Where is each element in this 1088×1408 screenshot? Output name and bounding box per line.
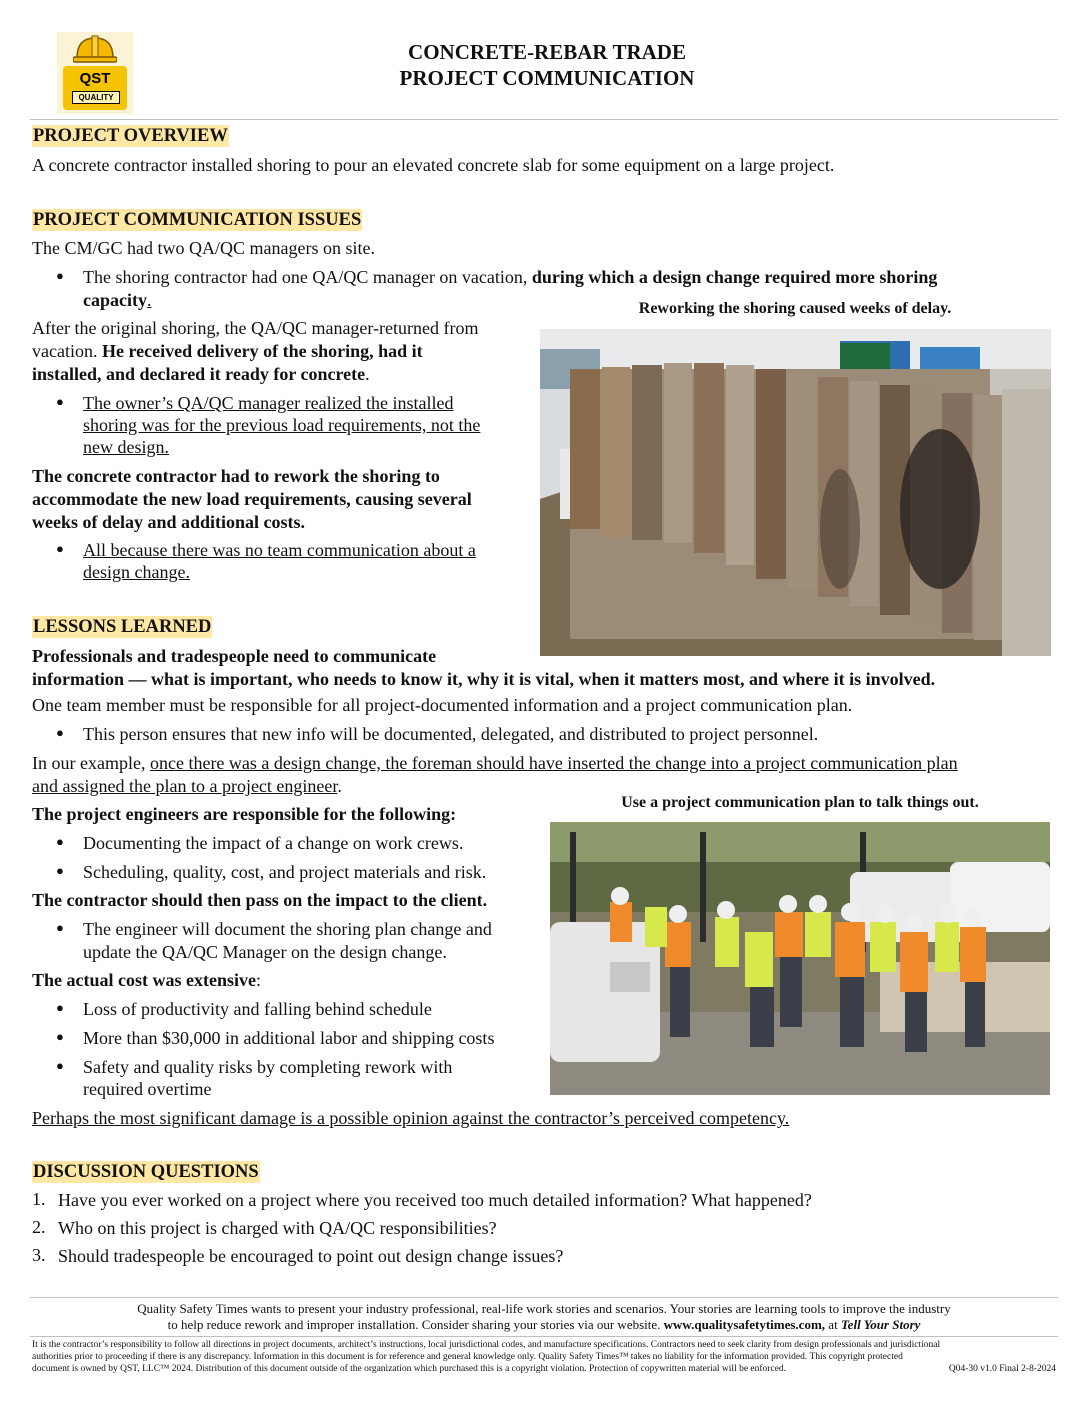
engineers-b1-text: Documenting the impact of a change on work crews. bbox=[83, 833, 464, 853]
bullet-dot: ● bbox=[56, 920, 64, 935]
issues-p2-l2-text: vacation. bbox=[32, 341, 102, 361]
hard-hat-icon bbox=[73, 34, 117, 64]
bullet-dot: ● bbox=[56, 1000, 64, 1015]
cost-bullet-3 bbox=[0, 1056, 540, 1102]
engineers-bullet-1 bbox=[0, 832, 540, 856]
bullet-dot: ● bbox=[56, 541, 64, 556]
issues-p2-line1: After the original shoring, the QA/QC manager-returned from bbox=[32, 318, 479, 338]
bullet-dot: ● bbox=[56, 834, 64, 849]
cost-heading-colon: : bbox=[255, 970, 261, 990]
qst-logo bbox=[57, 32, 133, 114]
shoring-photo-graphic bbox=[540, 329, 1051, 656]
bullet-dot: ● bbox=[56, 863, 64, 878]
damage-statement: Perhaps the most significant damage is a possible opinion against the contractor’s perceived competency. bbox=[32, 1108, 790, 1128]
crew-photo bbox=[550, 822, 1050, 1095]
document-id: Q04-30 v1.0 Final 2-8-2024 bbox=[948, 1364, 1056, 1374]
question-3 bbox=[0, 1245, 1088, 1269]
section-heading-lessons: LESSONS LEARNED bbox=[33, 617, 212, 637]
lessons-b1-text: This person ensures that new info will be documented, delegated, and distributed to project personnel. bbox=[83, 724, 819, 744]
contractor-heading: The contractor should then pass on the impact to the client. bbox=[32, 890, 488, 910]
question-number: 1. bbox=[32, 1189, 46, 1209]
issues-b2-line1: The owner’s QA/QC manager realized the installed bbox=[83, 393, 454, 413]
cost-b3-line1: Safety and quality risks by completing rework with bbox=[83, 1057, 453, 1077]
section-heading-overview: PROJECT OVERVIEW bbox=[33, 126, 228, 146]
issues-b2-line2: shoring was for the previous load requirements, not the bbox=[83, 415, 481, 435]
issues-b2-line3: new design. bbox=[83, 437, 169, 457]
footer-tell-your-story[interactable]: Tell Your Story bbox=[840, 1317, 921, 1332]
lessons-p1: One team member must be responsible for all project-documented information and a project communication plan. bbox=[32, 695, 853, 715]
issues-bullet-2 bbox=[0, 392, 530, 462]
issues-p2-l3-bold: installed, and declared it ready for concrete bbox=[32, 364, 366, 384]
lessons-example-line1 bbox=[32, 752, 958, 774]
shoring-photo-caption: Reworking the shoring caused weeks of delay. bbox=[638, 300, 952, 317]
page-title-line2: PROJECT COMMUNICATION bbox=[399, 66, 695, 90]
question-1 bbox=[0, 1189, 1088, 1213]
issues-b1-bold2: capacity bbox=[83, 290, 147, 310]
cost-bullet-2 bbox=[0, 1027, 540, 1051]
crew-photo-caption: Use a project communication plan to talk things out. bbox=[621, 794, 979, 811]
issues-p3-line3: weeks of delay and additional costs. bbox=[32, 512, 306, 532]
lessons-ex-end: . bbox=[337, 776, 342, 796]
cost-heading-bold: The actual cost was extensive bbox=[32, 970, 256, 990]
contractor-b1-line2: update the QA/QC Manager on the design change. bbox=[83, 942, 447, 962]
footer-line2 bbox=[30, 1317, 1058, 1333]
lessons-bold-line2: information — what is important, who needs to know it, why it is vital, when it matters most, and where it is involved. bbox=[32, 669, 936, 689]
issues-b1-end: . bbox=[146, 290, 152, 310]
engineers-bullet-2 bbox=[0, 861, 540, 885]
overview-text: A concrete contractor installed shoring to pour an elevated concrete slab for some equipment on a large project. bbox=[32, 155, 835, 175]
issues-p3-line2: accommodate the new load requirements, causing several bbox=[32, 489, 472, 509]
footer-l2-text: to help reduce rework and improper installation. Consider sharing your stories via our website. bbox=[167, 1317, 664, 1332]
bullet-dot: ● bbox=[56, 1058, 64, 1073]
issues-b3-line1: All because there was no team communication about a bbox=[83, 540, 476, 560]
footer-l2-at: at bbox=[825, 1317, 841, 1332]
section-heading-issues: PROJECT COMMUNICATION ISSUES bbox=[33, 210, 362, 230]
footer-line1: Quality Safety Times wants to present your industry professional, real-life work stories and scenarios. Your stories are learning tools to improve the industry bbox=[137, 1301, 951, 1316]
question-text: Who on this project is charged with QA/QC responsibilities? bbox=[58, 1218, 497, 1238]
logo-tag: QUALITY bbox=[72, 91, 120, 104]
question-number: 3. bbox=[32, 1245, 46, 1265]
crew-photo-graphic bbox=[550, 822, 1050, 1095]
shoring-photo bbox=[540, 329, 1051, 656]
header-divider bbox=[30, 119, 1058, 120]
footer-divider-2 bbox=[30, 1336, 1058, 1337]
engineers-heading: The project engineers are responsible for the following: bbox=[32, 804, 457, 824]
bullet-dot: ● bbox=[56, 725, 64, 740]
lessons-ex-underline2: and assigned the plan to a project engineer bbox=[32, 776, 338, 796]
issues-bullet-3 bbox=[0, 539, 530, 585]
lessons-example-line2 bbox=[32, 775, 342, 797]
issues-p2-l3-end: . bbox=[365, 364, 370, 384]
bullet-dot: ● bbox=[56, 268, 64, 283]
issues-b3-line2: design change. bbox=[83, 562, 190, 582]
footer-website-link[interactable]: www.qualitysafetytimes.com, bbox=[663, 1317, 826, 1332]
cost-heading bbox=[32, 969, 261, 991]
lessons-bullet-1 bbox=[0, 723, 1088, 747]
question-2 bbox=[0, 1217, 1088, 1241]
issues-p2-l2-bold: He received delivery of the shoring, had it bbox=[101, 341, 423, 361]
bullet-dot: ● bbox=[56, 1029, 64, 1044]
cost-b3-line2: required overtime bbox=[83, 1079, 212, 1099]
cost-bullet-1 bbox=[0, 998, 540, 1022]
legal-line2: authorities prior to proceeding if there is any discrepancy. Information in this document is for reference and general knowledge only. Quality Safety Times™ takes no liability for the information provided. This copyright protected bbox=[32, 1352, 903, 1362]
logo-brand: QST bbox=[79, 70, 111, 87]
footer-divider bbox=[30, 1297, 1058, 1298]
question-text: Should tradespeople be encouraged to point out design change issues? bbox=[58, 1246, 564, 1266]
engineers-b2-text: Scheduling, quality, cost, and project materials and risk. bbox=[83, 862, 487, 882]
lessons-ex-underline1: once there was a design change, the foreman should have inserted the change into a project communication plan bbox=[149, 753, 958, 773]
issues-intro: The CM/GC had two QA/QC managers on site. bbox=[32, 238, 375, 258]
lessons-bold-line1: Professionals and tradespeople need to communicate bbox=[32, 646, 437, 666]
legal-line3: document is owned by QST, LLC™ 2024. Distribution of this document outside of the organization which purchased this is a copyright violation. Protection of copywritten material will be enforced. bbox=[32, 1364, 787, 1374]
cost-b2-text: More than $30,000 in additional labor and shipping costs bbox=[83, 1028, 495, 1048]
issues-p2-line2 bbox=[32, 340, 423, 362]
bullet-dot: ● bbox=[56, 394, 64, 409]
issues-b1-text: The shoring contractor had one QA/QC manager on vacation, bbox=[83, 267, 532, 287]
contractor-bullet-1 bbox=[0, 918, 540, 964]
issues-p2-line3 bbox=[32, 363, 370, 385]
lessons-ex-text: In our example, bbox=[32, 753, 150, 773]
question-number: 2. bbox=[32, 1217, 46, 1237]
cost-b1-text: Loss of productivity and falling behind schedule bbox=[83, 999, 432, 1019]
issues-b1-bold: during which a design change required more shoring bbox=[531, 267, 938, 287]
issues-p3-line1: The concrete contractor had to rework the shoring to bbox=[32, 466, 440, 486]
question-text: Have you ever worked on a project where you received too much detailed information? What happened? bbox=[58, 1190, 812, 1210]
contractor-b1-line1: The engineer will document the shoring plan change and bbox=[83, 919, 492, 939]
page-title-line1: CONCRETE-REBAR TRADE bbox=[408, 40, 686, 64]
legal-line1: It is the contractor’s responsibility to follow all directions in project documents, architect’s instructions, local jurisdictional codes, and manufacture specifications. Contractors need to seek clarity from design professionals and jurisdictional bbox=[32, 1340, 941, 1350]
section-heading-discussion: DISCUSSION QUESTIONS bbox=[33, 1162, 259, 1182]
